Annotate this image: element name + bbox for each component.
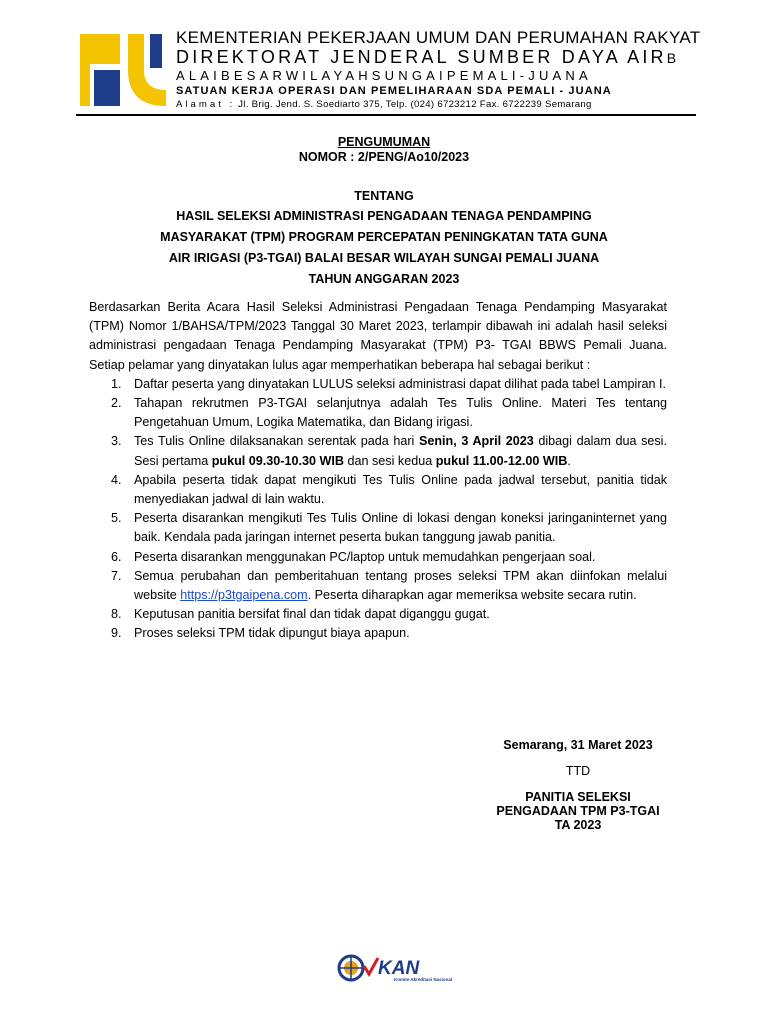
pupr-logo bbox=[78, 30, 170, 110]
signatory-line: PANITIA SELEKSI bbox=[525, 790, 631, 804]
directorate-text: DIREKTORAT JENDERAL SUMBER DAYA AIR bbox=[176, 47, 667, 67]
website-link[interactable]: https://p3tgaipena.com bbox=[180, 588, 308, 603]
item-text bbox=[134, 569, 667, 602]
item-number: 1. bbox=[111, 376, 122, 391]
item-text: Proses seleksi TPM tidak dipungut biaya apapun. bbox=[134, 626, 410, 641]
item-text-part: . Peserta diharapkan agar memeriksa website secara rutin. bbox=[307, 588, 637, 603]
list-item bbox=[89, 375, 667, 394]
item-number: 8. bbox=[111, 607, 122, 622]
item-number: 3. bbox=[111, 434, 122, 449]
item-text: Peserta disarankan mengikuti Tes Tulis Online di lokasi dengan koneksi jaringaninternet yang baik. Kendala pada jaringan internet peserta bukan tanggung jawab panitia. bbox=[134, 511, 667, 545]
signature-place-date: Semarang, 31 Maret 2023 bbox=[503, 738, 653, 752]
announcement-title: PENGUMUMAN bbox=[337, 135, 431, 149]
satker-name: SATUAN KERJA OPERASI DAN PEMELIHARAAN SDA PEMALI - JUANA bbox=[176, 85, 612, 97]
address-text: Jl. Brig. Jend. S. Soediarto 375, Telp. (024) 6723212 Fax. 6722239 Semarang bbox=[238, 99, 592, 110]
announcement-subject bbox=[0, 206, 768, 290]
item-text-part: dan sesi kedua bbox=[344, 453, 436, 468]
subject-line: TAHUN ANGGARAN 2023 bbox=[308, 272, 460, 286]
list-item bbox=[89, 394, 667, 432]
item-text: Tahapan rekrutmen P3-TGAI selanjutnya adalah Tes Tulis Online. Materi Tes tentang Pengetahuan Umum, Logika Matematika, dan Bidang irigasi. bbox=[134, 396, 667, 430]
subject-line: MASYARAKAT (TPM) PROGRAM PERCEPATAN PENINGKATAN TATA GUNA bbox=[160, 230, 608, 244]
directorate-suffix: B bbox=[666, 50, 677, 66]
item-text: Daftar peserta yang dinyatakan LULUS seleksi administrasi dapat dilihat pada tabel Lampiran I. bbox=[134, 376, 667, 391]
item-text-part: . bbox=[567, 453, 571, 468]
kan-wordmark: KAN bbox=[378, 958, 420, 979]
item-number: 9. bbox=[111, 626, 122, 641]
address-line bbox=[176, 98, 736, 111]
signatory-line: TA 2023 bbox=[554, 818, 602, 832]
item-text-part: Semua perubahan dan pemberitahuan tentang proses seleksi TPM akan diinfokan melalui website bbox=[134, 568, 667, 603]
item-number: 5. bbox=[111, 511, 122, 526]
item-number: 2. bbox=[111, 396, 122, 411]
provisions-list bbox=[89, 375, 667, 644]
list-item bbox=[89, 605, 667, 624]
kan-caption: Komite Akreditasi Nasional bbox=[394, 977, 453, 982]
item-number: 4. bbox=[111, 472, 122, 487]
announcement-number: NOMOR : 2/PENG/Ao10/2023 bbox=[298, 150, 470, 164]
list-item bbox=[89, 548, 667, 567]
test-date: Senin, 3 April 2023 bbox=[418, 434, 534, 449]
list-item bbox=[89, 432, 667, 470]
address-label: Alamat : bbox=[176, 99, 236, 110]
signatory-title bbox=[478, 790, 678, 832]
item-number: 7. bbox=[111, 568, 122, 583]
letterhead-divider bbox=[76, 114, 696, 116]
kan-logo bbox=[336, 950, 454, 990]
session-one-time: pukul 09.30-10.30 WIB bbox=[211, 453, 344, 468]
subject-line: HASIL SELEKSI ADMINISTRASI PENGADAAN TENAGA PENDAMPING bbox=[176, 209, 592, 223]
letterhead bbox=[176, 28, 736, 111]
session-two-time: pukul 11.00-12.00 WIB bbox=[435, 453, 568, 468]
list-item bbox=[89, 567, 667, 605]
announcement-body bbox=[89, 298, 667, 644]
about-label: TENTANG bbox=[354, 189, 414, 203]
list-item bbox=[89, 624, 667, 643]
item-text: Peserta disarankan menggunakan PC/laptop untuk memudahkan pengerjaan soal. bbox=[134, 549, 596, 564]
intro-paragraph: Berdasarkan Berita Acara Hasil Seleksi Administrasi Pengadaan Tenaga Pendamping Masyarakat (TPM) Nomor 1/BAHSA/TPM/2023 Tanggal 30 Maret 2023, terlampir dibawah ini adalah hasil seleksi administrasi pengadaan Tenaga Pendamping Masyarakat (TPM) P3- TGAI BBWS Pemali Juana. Setiap pelamar yang dinyatakan lulus agar memperhatikan beberapa hal sebagai berikut : bbox=[89, 300, 667, 372]
directorate-name bbox=[176, 47, 736, 68]
item-text: Apabila peserta tidak dapat mengikuti Tes Tulis Online pada jadwal tersebut, panitia tidak menyediakan jadwal di lain waktu. bbox=[134, 472, 667, 507]
item-text: Keputusan panitia bersifat final dan tidak dapat diganggu gugat. bbox=[134, 607, 490, 622]
signature-ttd: TTD bbox=[565, 764, 591, 778]
item-text bbox=[134, 434, 667, 467]
check-icon bbox=[364, 958, 378, 974]
item-number: 6. bbox=[111, 549, 122, 564]
signatory-line: PENGADAAN TPM P3-TGAI bbox=[496, 804, 660, 818]
balai-name: ALAIBESARWILAYAHSUNGAIPEMALI-JUANA bbox=[176, 68, 592, 83]
item-text-part: Tes Tulis Online dilaksanakan serentak pada hari bbox=[134, 434, 419, 449]
subject-line: AIR IRIGASI (P3-TGAI) BALAI BESAR WILAYAH SUNGAI PEMALI JUANA bbox=[168, 251, 600, 265]
ministry-name: KEMENTERIAN PEKERJAAN UMUM DAN PERUMAHAN RAKYAT bbox=[176, 28, 701, 47]
item-text-part: dibagi dalam dua sesi. Sesi pertama bbox=[134, 434, 667, 468]
list-item bbox=[89, 471, 667, 509]
list-item bbox=[89, 509, 667, 547]
